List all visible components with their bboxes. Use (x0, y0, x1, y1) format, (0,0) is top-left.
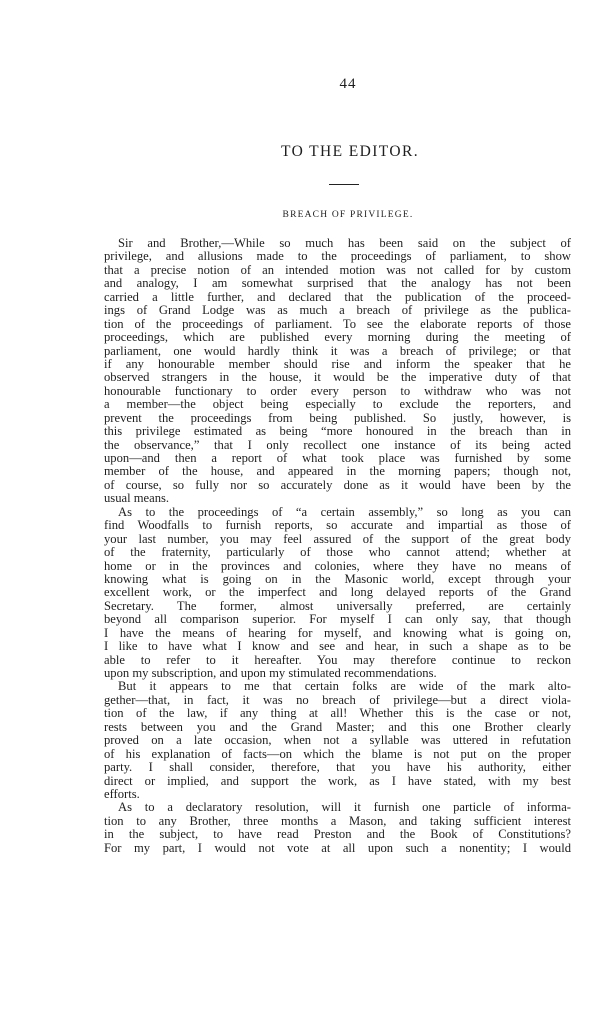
text-line: beyond all comparison superior. For myself I can only say, that though (104, 612, 571, 627)
text-line: of the fraternity, particularly of those who cannot attend; whether at (104, 545, 571, 560)
text-line: observed strangers in the house, it would be the imperative duty of that (104, 370, 571, 385)
text-line: proceedings, which are published every morning during the meeting of (104, 330, 571, 345)
article-subtitle: BREACH OF PRIVILEGE. (282, 210, 414, 220)
text-line: knowing what is going on in the Masonic world, except through your (104, 571, 571, 586)
text-line: tion to any Brother, three months a Mason, and taking sufficient interest (104, 813, 571, 828)
text-line: tion of the proceedings of parliament. To see the elaborate reports of those (104, 316, 571, 331)
text-line: rests between you and the Grand Master; and this one Brother clearly (104, 719, 571, 734)
title-divider (329, 184, 359, 185)
text-line: ings of Grand Lodge was as much a breach of privilege as the publica- (104, 303, 571, 318)
text-line: party. I shall consider, therefore, that you have his authority, either (104, 760, 571, 775)
text-line: able to refer to it hereafter. You may therefore continue to reckon (104, 652, 571, 667)
text-line: As to a declaratory resolution, will it furnish one particle of informa- (118, 800, 571, 815)
text-line: that a precise notion of an intended motion was not called for by custom (104, 262, 571, 277)
text-line: Sir and Brother,—While so much has been said on the subject of (118, 236, 571, 250)
text-line: carried a little further, and declared that the publication of the proceed- (104, 289, 571, 304)
text-line: gether—that, in fact, it was no breach of privilege—but a direct viola- (104, 692, 571, 707)
text-line: if any honourable member should rise and inform the speaker that he (104, 356, 571, 371)
text-line: usual means. (104, 491, 170, 506)
text-line: this privilege estimated as being “more honoured in the breach than in (104, 424, 571, 439)
text-line: upon—and then a report of what took place was furnished by some (104, 451, 571, 465)
text-line: of course, so fully nor so accurately done as it would have been by the (104, 477, 571, 492)
text-line: home or in the provinces and colonies, where they have no means of (104, 558, 571, 573)
text-line: For my part, I would not vote at all upon such a nonentity; I would (104, 840, 571, 855)
text-line: efforts. (104, 786, 140, 801)
page-number: 44 (339, 76, 357, 92)
text-line: upon my subscription, and upon my stimulated recommendations. (104, 666, 437, 680)
article-title: TO THE EDITOR. (281, 143, 419, 160)
text-line: a member—the object being especially to exclude the reporters, and (104, 397, 571, 412)
text-line: Secretary. The former, almost universally preferred, are certainly (104, 598, 571, 613)
text-line: and analogy, I am somewhat surprised that the analogy has not been (104, 276, 571, 291)
text-line: parliament, one would hardly think it was a breach of privilege; or that (104, 343, 571, 358)
text-line: privilege, and allusions made to the proceedings of parliament, to show (104, 249, 571, 264)
text-line: prevent the proceedings from being published. So justly, however, is (104, 410, 571, 425)
text-line: proved on a late occasion, when not a syllable was uttered in refutation (104, 733, 571, 748)
text-line: tion of the law, if any thing at all! Whether this is the case or not, (104, 706, 571, 721)
text-line: direct or implied, and support the work, as I have stated, with my best (104, 773, 571, 788)
text-line: in the subject, to have read Preston and the Book of Constitutions? (104, 827, 571, 842)
text-line: your last number, you may feel assured of the support of the great body (104, 531, 571, 546)
article-body (104, 237, 571, 855)
text-line: honourable functionary to order every person to withdraw who was not (104, 383, 571, 398)
text-line: find Woodfalls to furnish reports, so accurate and impartial as those of (104, 518, 571, 533)
text-line: I have the means of hearing for myself, and knowing what is going on, (104, 625, 571, 640)
text-line: member of the house, and appeared in the morning papers; though not, (104, 464, 571, 479)
text-line: excellent work, or the imperfect and long delayed reports of the Grand (104, 585, 571, 600)
text-line: I like to have what I know and see and hear, in such a shape as to be (104, 639, 571, 654)
text-line: As to the proceedings of “a certain assembly,” so long as you can (118, 504, 571, 519)
text-line: But it appears to me that certain folks are wide of the mark alto- (118, 679, 571, 694)
text-line: of his explanation of facts—on which the blame is not put on the proper (104, 746, 571, 761)
text-line: the observance,” that I only recollect one instance of its being acted (104, 437, 571, 452)
